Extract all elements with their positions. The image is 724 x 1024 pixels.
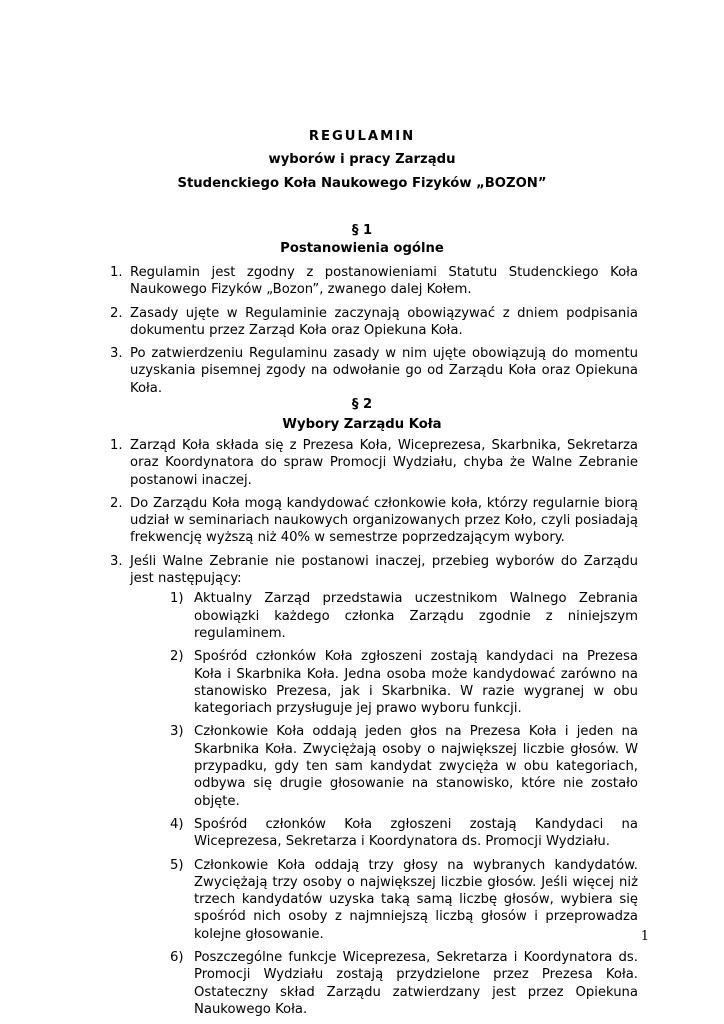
election-procedure-list	[130, 590, 638, 1018]
list-item-number: 1.	[110, 265, 123, 280]
list-item-number: 1.	[110, 438, 123, 453]
list-item-text: Po zatwierdzeniu Regulaminu zasady w nim ujęte obowiązują do momentu uzyskania pisemnej zgody na odwołanie go od Zarządu Koła oraz Opiekuna Koła.	[130, 346, 638, 396]
list-item-text: Regulamin jest zgodny z postanowieniami Statutu Studenckiego Koła Naukowego Fizyków „Bozon”, zwanego dalej Kołem.	[130, 265, 638, 298]
sub-list-item	[170, 723, 638, 809]
sub-list-item-number: 1)	[170, 591, 184, 607]
list-item-text: Zarząd Koła składa się z Prezesa Koła, Wiceprezesa, Skarbnika, Sekretarza oraz Koordynatora do spraw Promocji Wydziału, chyba że Walne Zebranie postanowi inaczej.	[130, 438, 638, 488]
list-item-number: 2.	[110, 305, 123, 321]
list-item	[110, 495, 638, 547]
sub-list-item-text: Poszczególne funkcje Wiceprezesa, Sekretarza i Koordynatora ds. Promocji Wydziału zostają przydzielone przez Prezesa Koła. Ostateczny skład Zarządu zatwierdzany jest przez Opiekuna Naukowego Koła.	[194, 950, 638, 1017]
sub-list-item	[170, 590, 638, 642]
section-1-list	[110, 264, 638, 403]
sub-list-item-number: 4)	[170, 816, 184, 832]
sub-list-item	[170, 857, 638, 943]
sub-list-item-text: Aktualny Zarząd przedstawia uczestnikom Walnego Zebrania obowiązki każdego członka Zarządu zgodnie z niniejszym regulaminem.	[194, 591, 638, 641]
section-1-marker: § 1	[351, 223, 373, 238]
list-item-text: Do Zarządu Koła mogą kandydować członkowie koła, którzy regularnie biorą udział w seminariach naukowych organizowanych przez Koło, czyli posiadają frekwencję wyższą niż 40% w semestrze poprzedzającym wybory.	[130, 495, 638, 546]
document-title: REGULAMIN	[308, 129, 416, 144]
document-subtitle: wyborów i pracy Zarządu	[268, 152, 456, 167]
sub-list-item-text: Spośród członków Koła zgłoszeni zostają Kandydaci na Wiceprezesa, Sekretarza i Koordynatora ds. Promocji Wydziału.	[194, 816, 638, 850]
section-1-heading: Postanowienia ogólne	[280, 241, 444, 256]
list-item	[110, 553, 638, 1018]
sub-list-item	[170, 648, 638, 717]
sub-list-item-number: 5)	[170, 857, 184, 873]
sub-list-item-text: Spośród członków Koła zgłoszeni zostają kandydaci na Prezesa Koła i Skarbnika Koła. Jedna osoba może kandydować zarówno na stanowisko Prezesa, jak i Skarbnika. W razie wygranej w obu kategoriach przysługuje jej prawo wyboru funkcji.	[194, 649, 638, 717]
sub-list-item-number: 3)	[170, 724, 184, 740]
list-item	[110, 305, 638, 340]
sub-list-item	[170, 949, 638, 1018]
sub-list-item-number: 2)	[170, 649, 184, 665]
document-organization: Studenckiego Koła Naukowego Fizyków „BOZON”	[177, 176, 547, 191]
sub-list-item	[170, 816, 638, 851]
list-item	[110, 264, 638, 299]
sub-list-item-number: 6)	[170, 950, 184, 966]
sub-list-item-text: Członkowie Koła oddają jeden głos na Prezesa Koła i jeden na Skarbnika Koła. Zwyciężają osoby o największej liczbie głosów. W przypadku, gdy ten sam kandydat zwycięża w obu kategoriach, odbywa się drugie głosowanie na stanowisko, które nie zostało objęte.	[194, 724, 638, 809]
list-item-text: Jeśli Walne Zebranie nie postanowi inaczej, przebieg wyborów do Zarządu jest następujący:	[130, 553, 638, 587]
list-item	[110, 437, 638, 489]
list-item-text: Zasady ujęte w Regulaminie zaczynają obowiązywać z dniem podpisania dokumentu przez Zarząd Koła oraz Opiekuna Koła.	[130, 305, 638, 338]
list-item	[110, 345, 638, 397]
page-number: 1	[640, 929, 649, 944]
section-2-marker: § 2	[351, 397, 373, 412]
list-item-number: 3.	[110, 346, 123, 362]
section-2-list	[110, 437, 638, 1024]
list-item-number: 2.	[110, 495, 123, 511]
section-2-heading: Wybory Zarządu Koła	[282, 417, 442, 432]
sub-list-item-text: Członkowie Koła oddają trzy głosy na wybranych kandydatów. Zwyciężają trzy osoby o największej liczbie głosów. Jeśli więcej niż trzech kandydatów uzyska taką samą liczbę głosów, wybiera się spośród nich osoby z najmniejszą liczbą głosów i przeprowadza kolejne głosowanie.	[194, 857, 638, 942]
list-item-number: 3.	[110, 553, 123, 569]
